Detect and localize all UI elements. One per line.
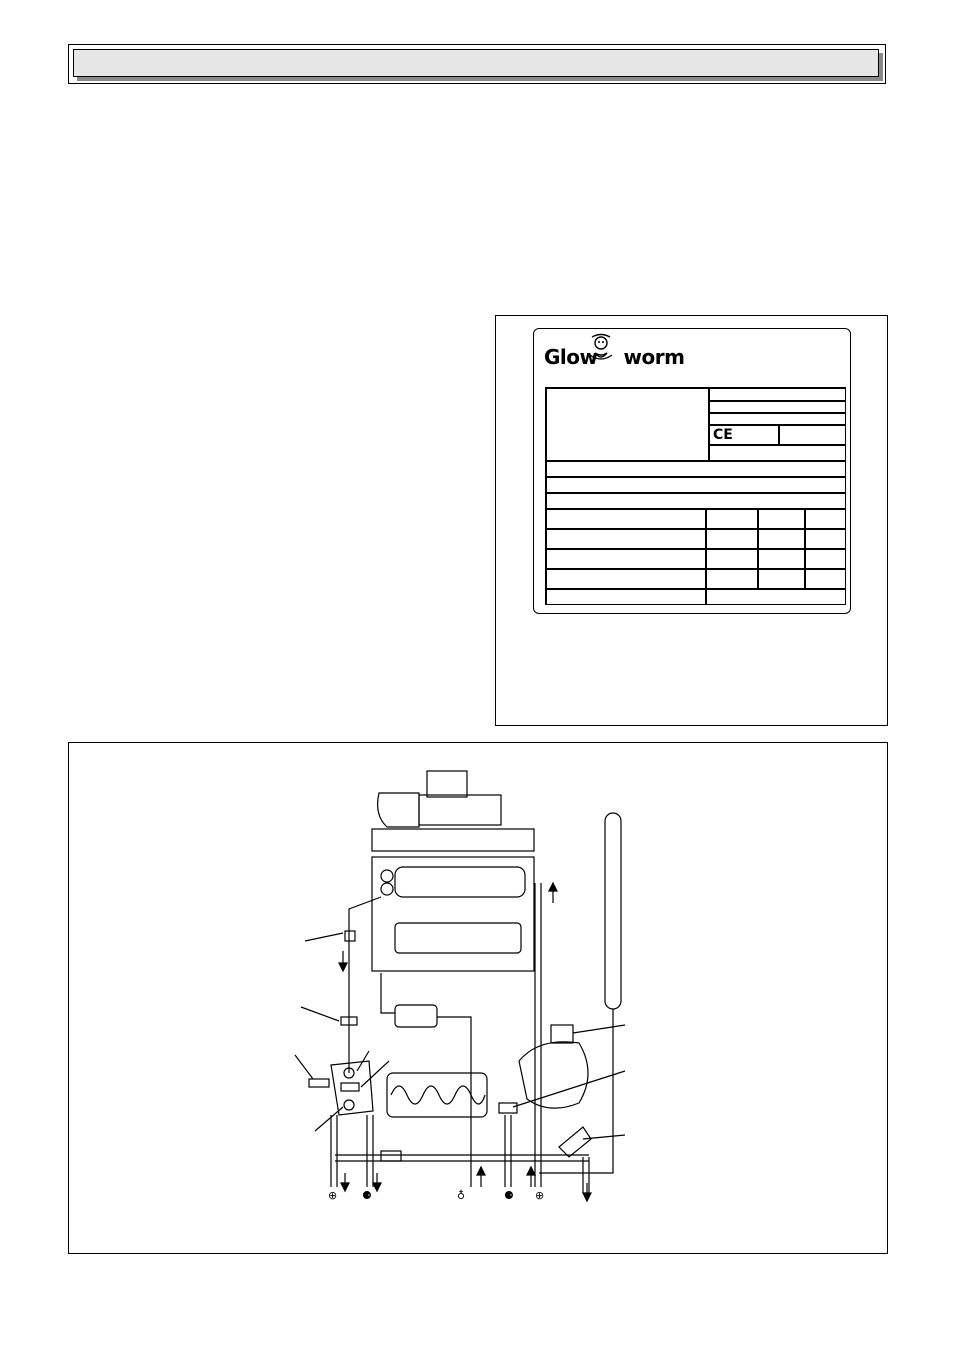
leader-line — [305, 933, 343, 941]
data-plate-figure — [495, 315, 888, 726]
ce-cell — [709, 425, 779, 445]
outlet-pipe — [367, 1115, 373, 1187]
gas-pipe — [381, 973, 395, 1013]
safety-valve — [559, 1127, 591, 1157]
plate-cell — [546, 477, 846, 493]
ch-flow-symbol: ⊕ — [328, 1189, 338, 1202]
plate-cell — [546, 569, 706, 589]
plate-cell — [805, 569, 846, 589]
plate-cell — [546, 589, 706, 605]
thermistor — [341, 1083, 359, 1091]
exchanger-connection — [381, 883, 393, 895]
expansion-vessel — [605, 813, 621, 1009]
boiler-schematic-figure — [68, 742, 888, 1254]
section-header — [68, 44, 886, 84]
plate-cell — [758, 569, 805, 589]
filter — [381, 1151, 401, 1161]
arrow-head — [477, 1167, 485, 1175]
plate-cell — [758, 549, 805, 569]
leader-line — [315, 1107, 343, 1131]
inlet-pipe — [505, 1115, 511, 1187]
fan-outlet — [427, 771, 467, 797]
data-plate-grid — [545, 387, 846, 605]
leader-line — [573, 1025, 625, 1033]
fan-housing — [419, 795, 501, 825]
plate-cell — [805, 509, 846, 529]
plate-cell — [546, 493, 846, 509]
plate-cell — [706, 549, 758, 569]
plate-cell — [709, 445, 846, 461]
gas-valve — [395, 1005, 437, 1027]
combustion-chamber — [372, 857, 534, 971]
plate-cell — [709, 413, 846, 425]
fan-volute — [378, 793, 419, 827]
plate-cell — [546, 549, 706, 569]
valve-indicator — [344, 1100, 354, 1110]
leader-line — [361, 1061, 389, 1087]
arrow-head — [341, 1183, 349, 1191]
flow-pipe — [535, 883, 541, 1187]
arrow-head — [527, 1167, 535, 1175]
pump-body — [519, 1042, 588, 1108]
arrow-head — [339, 963, 347, 971]
return-pipe — [349, 897, 381, 1073]
plate-cell — [805, 529, 846, 549]
hot-water-symbol: ⚈ — [362, 1189, 372, 1202]
bypass-valve — [499, 1103, 517, 1113]
leader-line — [301, 1007, 339, 1021]
cold-water-symbol: ⚈ — [504, 1189, 514, 1202]
arrow-head — [583, 1193, 591, 1201]
plate-cell — [758, 509, 805, 529]
leader-line — [295, 1055, 313, 1079]
plate-cell — [805, 549, 846, 569]
plate-cell — [706, 529, 758, 549]
leader-line — [513, 1071, 625, 1107]
plate-cell — [546, 529, 706, 549]
overheat-sensor — [345, 931, 355, 941]
data-plate — [533, 328, 851, 614]
worm-mascot-icon — [586, 333, 616, 363]
ce-mark: CE — [713, 427, 733, 443]
plate-cell — [706, 589, 846, 605]
gas-symbol: ♁ — [457, 1189, 466, 1202]
plate-cell — [546, 388, 709, 461]
outlet-pipe — [331, 1115, 337, 1187]
plate-cell — [758, 529, 805, 549]
arrow-head — [549, 883, 557, 891]
exchanger-connection — [381, 870, 393, 882]
glow-worm-logo: Glow worm — [544, 345, 684, 369]
plate-cell — [709, 401, 846, 413]
plate-cell — [706, 569, 758, 589]
ch-return-symbol: ⊕ — [535, 1189, 545, 1202]
drain-pipe — [583, 1157, 589, 1193]
burner — [395, 923, 521, 953]
vessel-pipe — [539, 1009, 613, 1173]
boiler-schematic — [69, 743, 889, 1255]
plate-cell — [706, 509, 758, 529]
plate-cell — [546, 509, 706, 529]
flue-hood — [372, 829, 534, 851]
plate-cell — [709, 388, 846, 401]
flow-sensor — [309, 1079, 329, 1087]
arrow-head — [373, 1183, 381, 1191]
section-header-bar — [73, 49, 879, 77]
pump-motor — [551, 1025, 573, 1043]
main-heat-exchanger — [395, 867, 525, 897]
secondary-heat-exchanger — [387, 1073, 487, 1117]
plate-cell — [546, 461, 846, 477]
plate-cell — [779, 425, 846, 445]
